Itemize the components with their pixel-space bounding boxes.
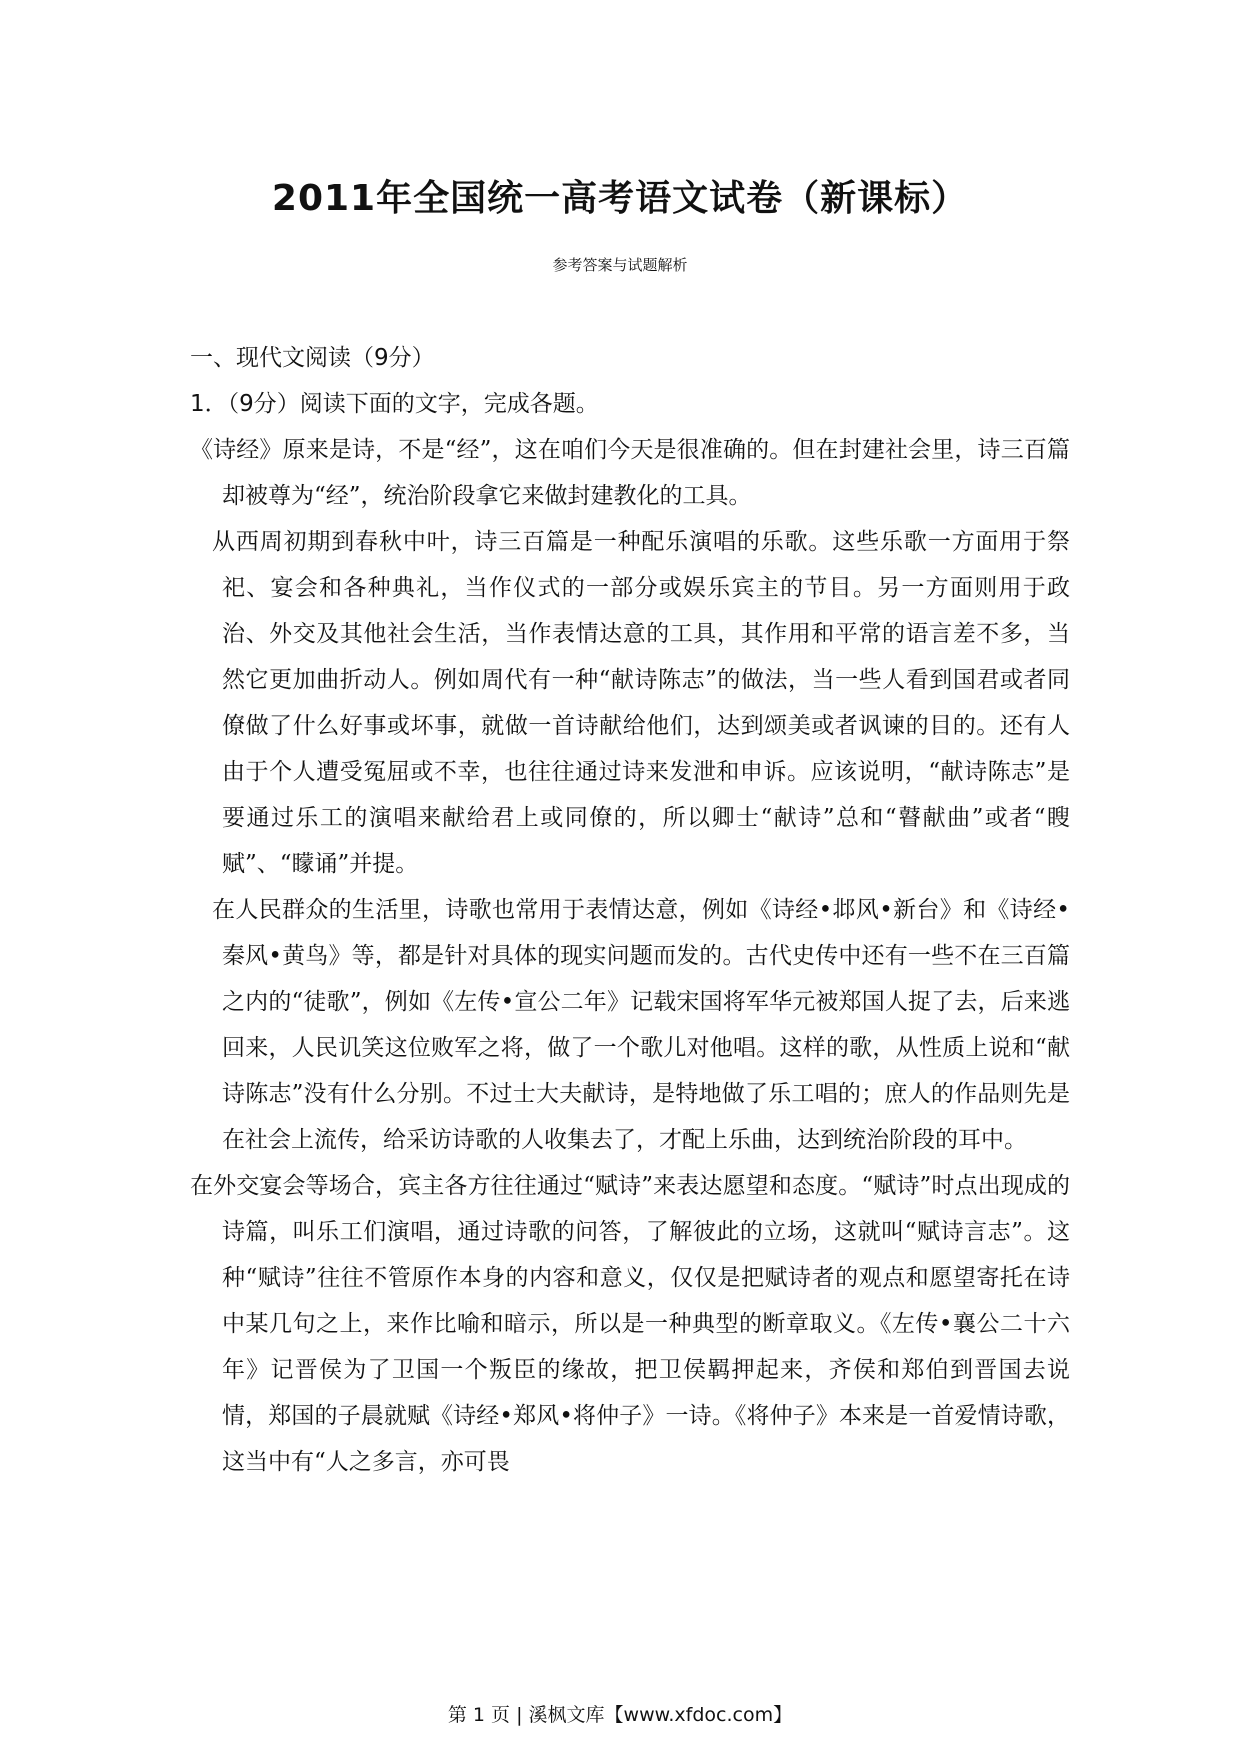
page-footer: 第 1 页 | 溪枫文库【www.xfdoc.com】 <box>447 1704 793 1726</box>
document-body <box>190 335 1070 1485</box>
section-heading: 一、现代文阅读（9分） <box>190 345 435 371</box>
question-label: 1．（9分）阅读下面的文字，完成各题。 <box>190 391 599 417</box>
paragraph-4: 在外交宴会等场合，宾主各方往往通过“赋诗”来表达愿望和态度。“赋诗”时点出现成的诗篇，叫乐工们演唱，通过诗歌的问答，了解彼此的立场，这就叫“赋诗言志”。这种“赋诗”往往不管原作本身的内容和意义，仅仅是把赋诗者的观点和愿望寄托在诗中某几句之上，来作比喻和暗示，所以是一种典型的断章取义。《左传•襄公二十六年》记晋侯为了卫国一个叛臣的缘故，把卫侯羁押起来，齐侯和郑伯到晋国去说情，郑国的子晨就赋《诗经•郑风•将仲子》一诗。《将仲子》本来是一首爱情诗歌，这当中有“人之多言，亦可畏 <box>190 1173 1070 1475</box>
paragraph-3: 在人民群众的生活里，诗歌也常用于表情达意，例如《诗经•邶风•新台》和《诗经•秦风•黄鸟》等，都是针对具体的现实问题而发的。古代史传中还有一些不在三百篇之内的“徒歌”，例如《左传•宣公二年》记载宋国将军华元被郑国人捉了去，后来逃回来，人民讥笑这位败军之将，做了一个歌儿对他唱。这样的歌，从性质上说和“献诗陈志”没有什么分别。不过士大夫献诗，是特地做了乐工唱的；庶人的作品则先是在社会上流传，给采访诗歌的人收集去了，才配上乐曲，达到统治阶段的耳中。 <box>212 897 1070 1153</box>
paragraph-1: 《诗经》原来是诗，不是“经”，这在咱们今天是很准确的。但在封建社会里，诗三百篇却被尊为“经”，统治阶段拿它来做封建教化的工具。 <box>190 437 1070 509</box>
document-title: 2011年全国统一高考语文试卷（新课标） <box>271 178 969 219</box>
paragraph-2: 从西周初期到春秋中叶，诗三百篇是一种配乐演唱的乐歌。这些乐歌一方面用于祭祀、宴会和各种典礼，当作仪式的一部分或娱乐宾主的节目。另一方面则用于政治、外交及其他社会生活，当作表情达意的工具，其作用和平常的语言差不多，当然它更加曲折动人。例如周代有一种“献诗陈志”的做法，当一些人看到国君或者同僚做了什么好事或坏事，就做一首诗献给他们，达到颂美或者讽谏的目的。还有人由于个人遭受冤屈或不幸，也往往通过诗来发泄和申诉。应该说明，“献诗陈志”是要通过乐工的演唱来献给君上或同僚的，所以卿士“献诗”总和“瞽献曲”或者“瞍赋”、“矇诵”并提。 <box>212 529 1070 877</box>
document-subtitle: 参考答案与试题解析 <box>552 256 688 274</box>
